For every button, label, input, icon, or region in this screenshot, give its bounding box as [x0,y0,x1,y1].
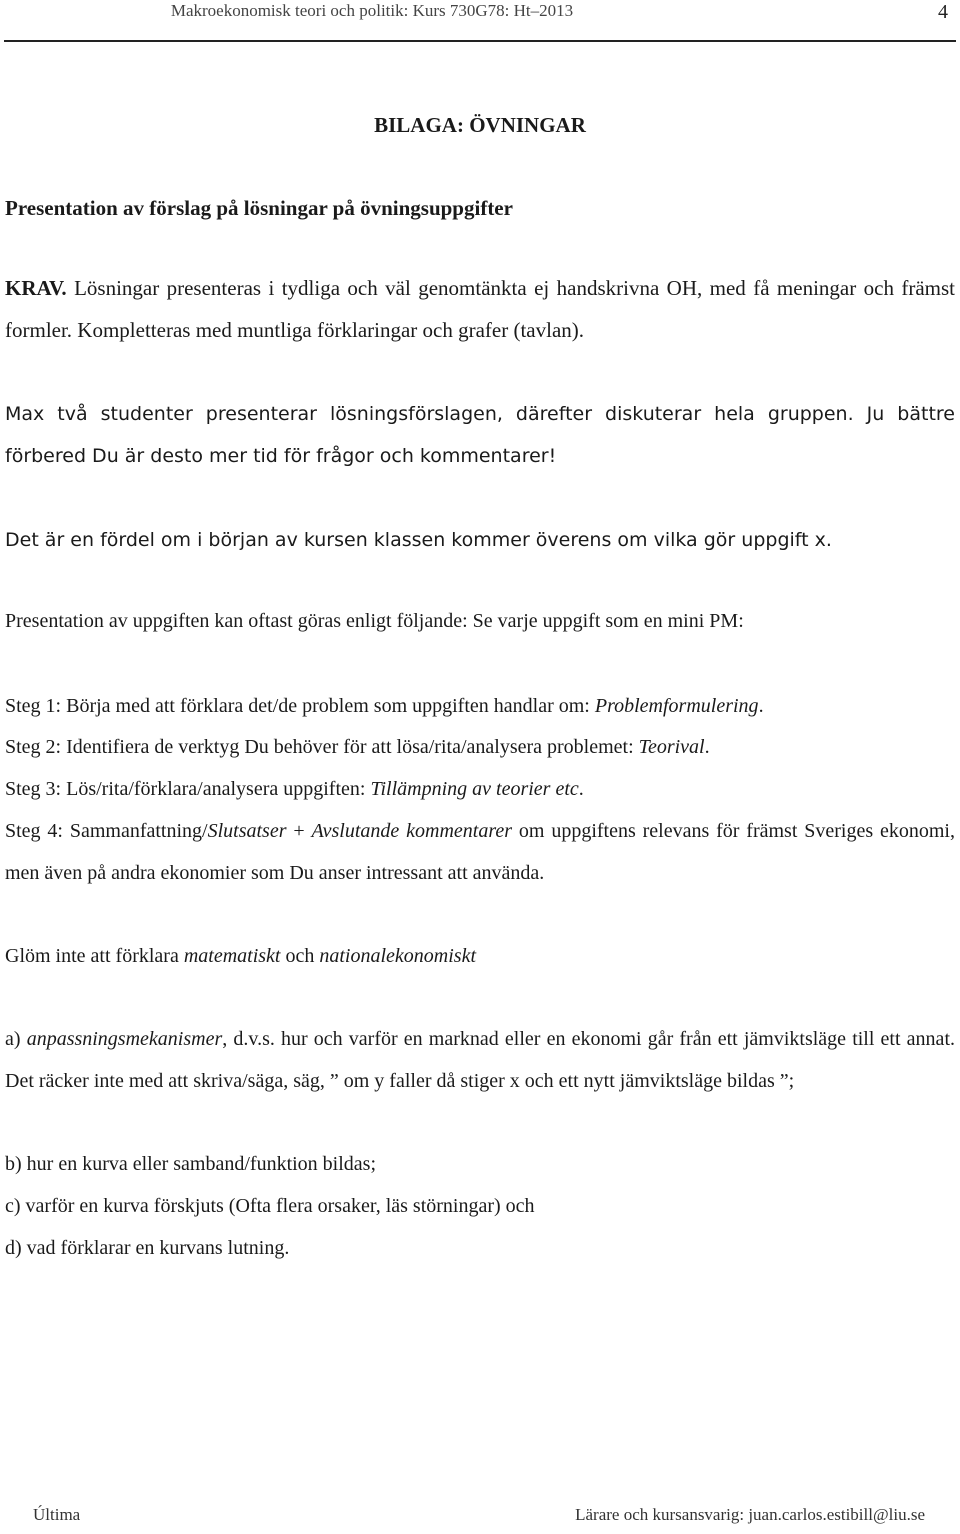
step-4-text: Steg 4: Sammanfattning/ [5,820,208,842]
forget-text-1: Glöm inte att förklara [5,945,184,967]
step-3 [5,768,955,810]
course-header: Makroekonomisk teori och politik: Kurs 730G78: Ht–2013 [170,1,574,20]
step-2 [5,726,955,768]
header-divider [4,40,956,42]
step-2-italic: Teorival [638,736,705,758]
forget-text-2: och [280,945,320,967]
step-1-text: Steg 1: Börja med att förklara det/de problem som uppgiften handlar om: [5,695,595,717]
step-1-end: . [758,695,764,717]
forget-italic-2: nationalekonomiskt [319,945,477,967]
presentation-intro: Presentation av uppgiften kan oftast göras enligt följande: Se varje uppgift som en mini PM: [5,610,744,632]
item-d: d) vad förklarar en kurvans lutning. [5,1237,290,1259]
forget-italic-1: matematiskt [183,945,281,967]
step-3-text: Steg 3: Lös/rita/förklara/analysera uppgiften: [5,778,371,800]
page-title: BILAGA: ÖVNINGAR [374,113,586,137]
krav-text: Lösningar presenteras i tydliga och väl genomtänkta ej handskrivna OH, med få meningar och främst formler. Kompletteras med muntliga förklaringar och grafer (tavlan). [5,276,955,342]
item-c: c) varför en kurva förskjuts (Ofta flera orsaker, läs störningar) och [5,1195,535,1217]
footer-left: Última [33,1505,81,1524]
step-1 [5,685,955,727]
item-a-prefix: a) [5,1028,27,1050]
step-4-italic-1: Slutsatser [207,820,287,842]
forget-paragraph [5,935,955,977]
step-4-rest: om uppgiftens relevans för främst Sveriges ekonomi, men även på andra ekonomier som Du anser intressant att använda. [5,820,955,884]
advantage-paragraph: Det är en fördel om i början av kursen klassen kommer överens om vilka gör uppgift x. [5,529,832,551]
footer-right: Lärare och kursansvarig: juan.carlos.estibill@liu.se [575,1505,925,1524]
step-4-plus: + [286,820,312,842]
item-b: b) hur en kurva eller samband/funktion bildas; [5,1153,377,1175]
krav-paragraph [5,267,955,351]
item-a-rest: , d.v.s. hur och varför en marknad eller en ekonomi går från ett jämviktsläge till ett annat. Det räcker inte med att skriva/säga, säg, ” om y faller då stiger x och ett nytt jämviktsläge bildas ”; [5,1028,955,1092]
step-4-italic-2: Avslutande kommentarer [311,820,513,842]
section-subtitle: Presentation av förslag på lösningar på övningsuppgifter [5,196,513,220]
step-4 [5,810,955,894]
step-2-text: Steg 2: Identifiera de verktyg Du behöver för att lösa/rita/analysera problemet: [5,736,639,758]
max-two-paragraph: Max två studenter presenterar lösningsförslagen, därefter diskuterar hela gruppen. Ju bättre förbered Du är desto mer tid för frågor och kommentarer! [5,403,955,467]
page-header [0,0,960,44]
krav-label: KRAV. [5,276,67,300]
step-3-end: . [578,778,584,800]
item-a [5,1018,955,1102]
step-2-end: . [704,736,710,758]
page-number: 4 [938,1,948,23]
step-3-italic: Tillämpning av teorier etc [370,778,579,800]
item-a-italic: anpassningsmekanismer [26,1028,223,1050]
step-1-italic: Problemformulering [594,695,759,717]
